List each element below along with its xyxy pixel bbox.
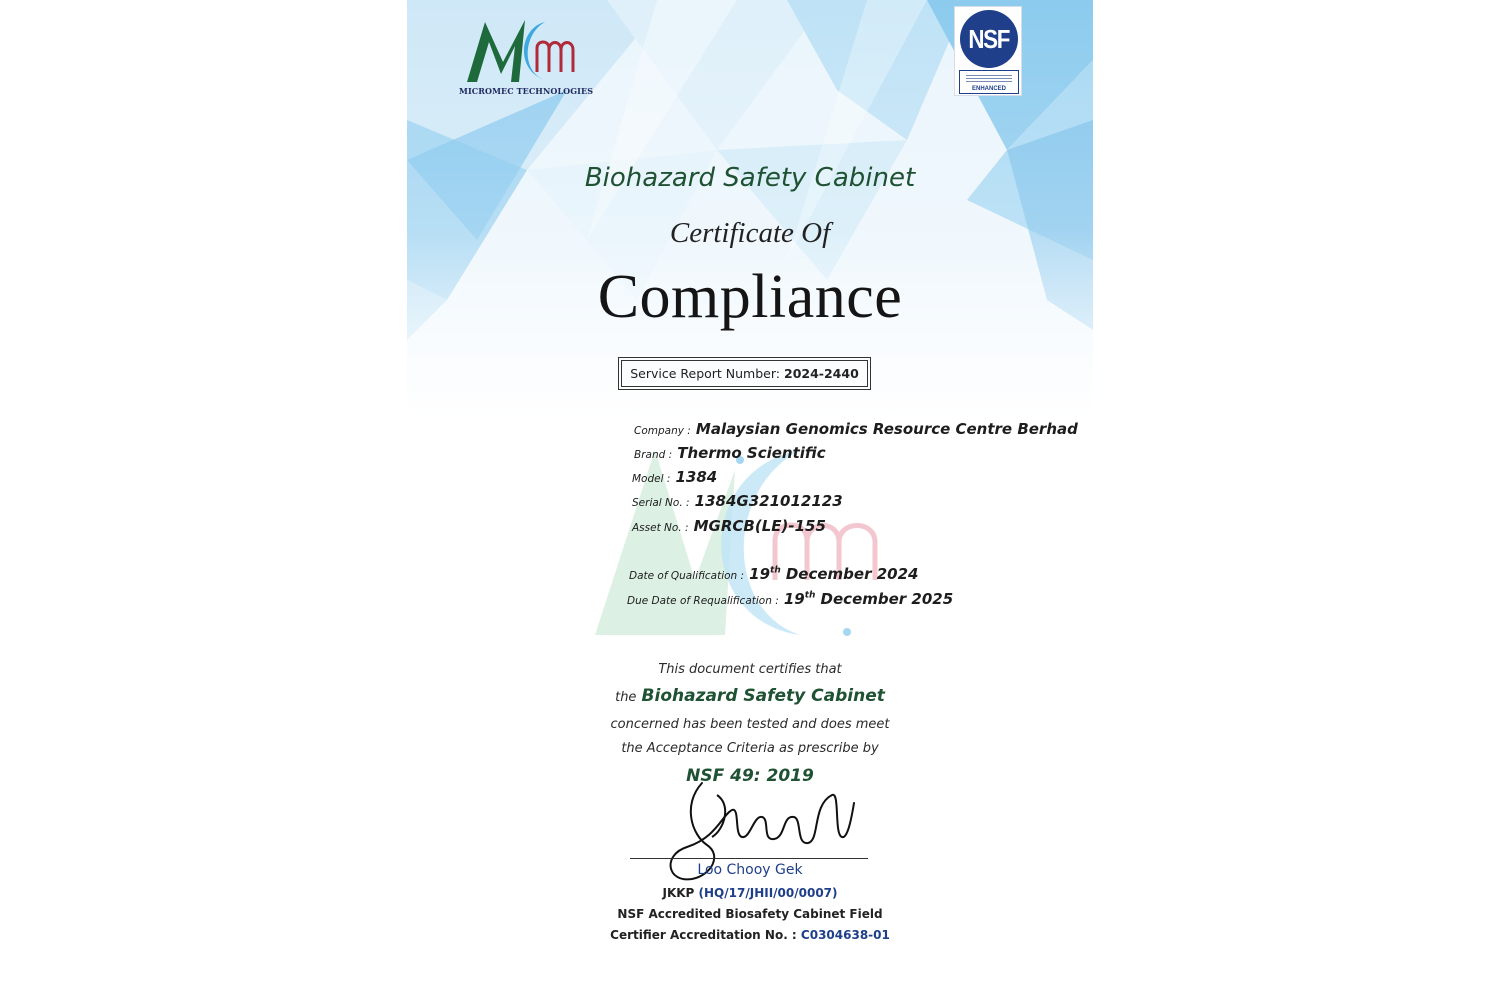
requalification-label: Due Date of Requalification : — [627, 595, 779, 607]
serial-row — [632, 491, 843, 510]
jkkp-line — [407, 886, 1093, 900]
qualification-suffix: th — [770, 565, 781, 576]
certificate-title: Biohazard Safety Cabinet — [584, 163, 916, 193]
serial-value: 1384G321012123 — [694, 492, 843, 510]
brand-label: Brand : — [634, 449, 673, 461]
accreditation-label: Certifier Accreditation No. : — [610, 928, 797, 942]
jkkp-label: JKKP — [662, 886, 695, 900]
company-value: Malaysian Genomics Resource Centre Berhad — [695, 420, 1078, 438]
brand-value: Thermo Scientific — [677, 444, 826, 462]
nsf-standard: NSF 49: 2019 — [686, 766, 814, 786]
accreditation-number: C0304638-01 — [800, 928, 890, 942]
qualification-date-row — [629, 564, 918, 583]
brand-row — [634, 443, 826, 462]
signature-line — [630, 858, 868, 859]
nsf-accreditation-box — [959, 70, 1019, 94]
statement-line-1: This document certifies that — [658, 662, 842, 677]
accreditation-line-2 — [407, 928, 1093, 942]
serial-label: Serial No. : — [632, 497, 690, 509]
mcm-watermark-icon — [585, 430, 905, 645]
model-label: Model : — [632, 473, 671, 485]
company-row — [634, 419, 1078, 438]
service-report-number: 2024-2440 — [784, 366, 859, 381]
logo-text: MICROMEC TECHNOLOGIES — [459, 86, 594, 96]
signer-name: Loo Chooy Gek — [697, 862, 803, 878]
accreditation-line-1: NSF Accredited Biosafety Cabinet Field — [617, 907, 883, 921]
model-value: 1384 — [675, 468, 718, 486]
service-report-label: Service Report Number: — [630, 366, 780, 381]
micromec-logo — [459, 12, 594, 98]
requalification-day: 19 — [783, 590, 805, 608]
qualification-month-year: December 2024 — [785, 565, 919, 583]
requalification-suffix: th — [804, 590, 816, 601]
qualification-label: Date of Qualification : — [629, 570, 745, 582]
statement-line-3: concerned has been tested and does meet — [610, 717, 890, 732]
service-report-box — [618, 357, 871, 390]
requalification-month-year: December 2025 — [820, 590, 954, 608]
certificate-subtitle: Certificate Of — [669, 217, 831, 249]
asset-value: MGRCB(LE)-155 — [693, 517, 826, 535]
mcm-logo-icon — [459, 12, 589, 88]
qualification-day: 19 — [749, 565, 771, 583]
statement-line-2-prefix: the — [615, 690, 637, 705]
company-label: Company : — [634, 425, 691, 437]
requalification-date-row — [627, 589, 953, 608]
certificate-page — [407, 0, 1093, 1000]
jkkp-number: (HQ/17/JHII/00/0007) — [698, 886, 838, 900]
statement-cabinet: Biohazard Safety Cabinet — [641, 686, 885, 706]
statement-line-4: the Acceptance Criteria as prescribe by — [621, 741, 879, 756]
nsf-circle — [960, 10, 1018, 68]
statement-line-2 — [407, 686, 1093, 706]
asset-label: Asset No. : — [632, 522, 689, 534]
nsf-badge-icon — [954, 6, 1022, 96]
asset-row — [632, 516, 826, 535]
model-row — [632, 467, 717, 486]
certificate-heading: Compliance — [597, 263, 903, 331]
nsf-mark: NSF — [968, 23, 1010, 54]
nsf-enhanced-label: ENHANCED — [971, 86, 1006, 92]
